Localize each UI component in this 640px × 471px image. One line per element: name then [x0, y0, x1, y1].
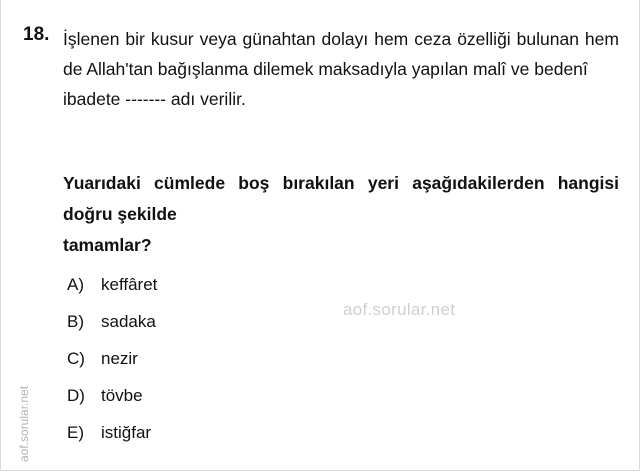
- prompt-line-2: aşağıdakilerden hangisi doğru şekilde: [63, 173, 619, 224]
- option-c-label: C): [67, 349, 85, 368]
- option-b-text: sadaka: [101, 312, 156, 331]
- option-a-text: keffâret: [101, 275, 158, 294]
- prompt-line-3: tamamlar?: [63, 235, 152, 255]
- stem-line-1: İşlenen bir kusur veya günahtan dolayı hem ceza: [63, 29, 452, 49]
- stem-line-4: ibadete ------- adı verilir.: [63, 89, 246, 109]
- side-watermark-text: aof.sorular.net: [17, 385, 31, 462]
- stem-line-2: özelliği bulunan hem de Allah'tan bağışlanma: [63, 29, 619, 79]
- question-number: 18.: [23, 24, 50, 45]
- option-e-text: istiğfar: [101, 423, 152, 442]
- option-c[interactable]: [67, 349, 607, 386]
- answer-options: [67, 275, 607, 460]
- side-watermark: [3, 358, 31, 464]
- question-stem: [63, 24, 619, 114]
- center-watermark: aof.sorular.net: [343, 300, 456, 319]
- option-d-label: D): [67, 386, 85, 405]
- option-e-label: E): [67, 423, 84, 442]
- option-c-text: nezir: [101, 349, 138, 368]
- prompt-line-1: Yuarıdaki cümlede boş bırakılan yeri: [63, 173, 399, 193]
- option-b-label: B): [67, 312, 84, 331]
- option-d-text: tövbe: [101, 386, 143, 405]
- stem-line-3: dilemek maksadıyla yapılan malî ve bedenî: [253, 59, 588, 79]
- option-a-label: A): [67, 275, 84, 294]
- question-prompt: [63, 168, 619, 261]
- option-a[interactable]: [67, 275, 607, 312]
- option-b[interactable]: [67, 312, 607, 349]
- option-e[interactable]: [67, 423, 607, 460]
- option-d[interactable]: [67, 386, 607, 423]
